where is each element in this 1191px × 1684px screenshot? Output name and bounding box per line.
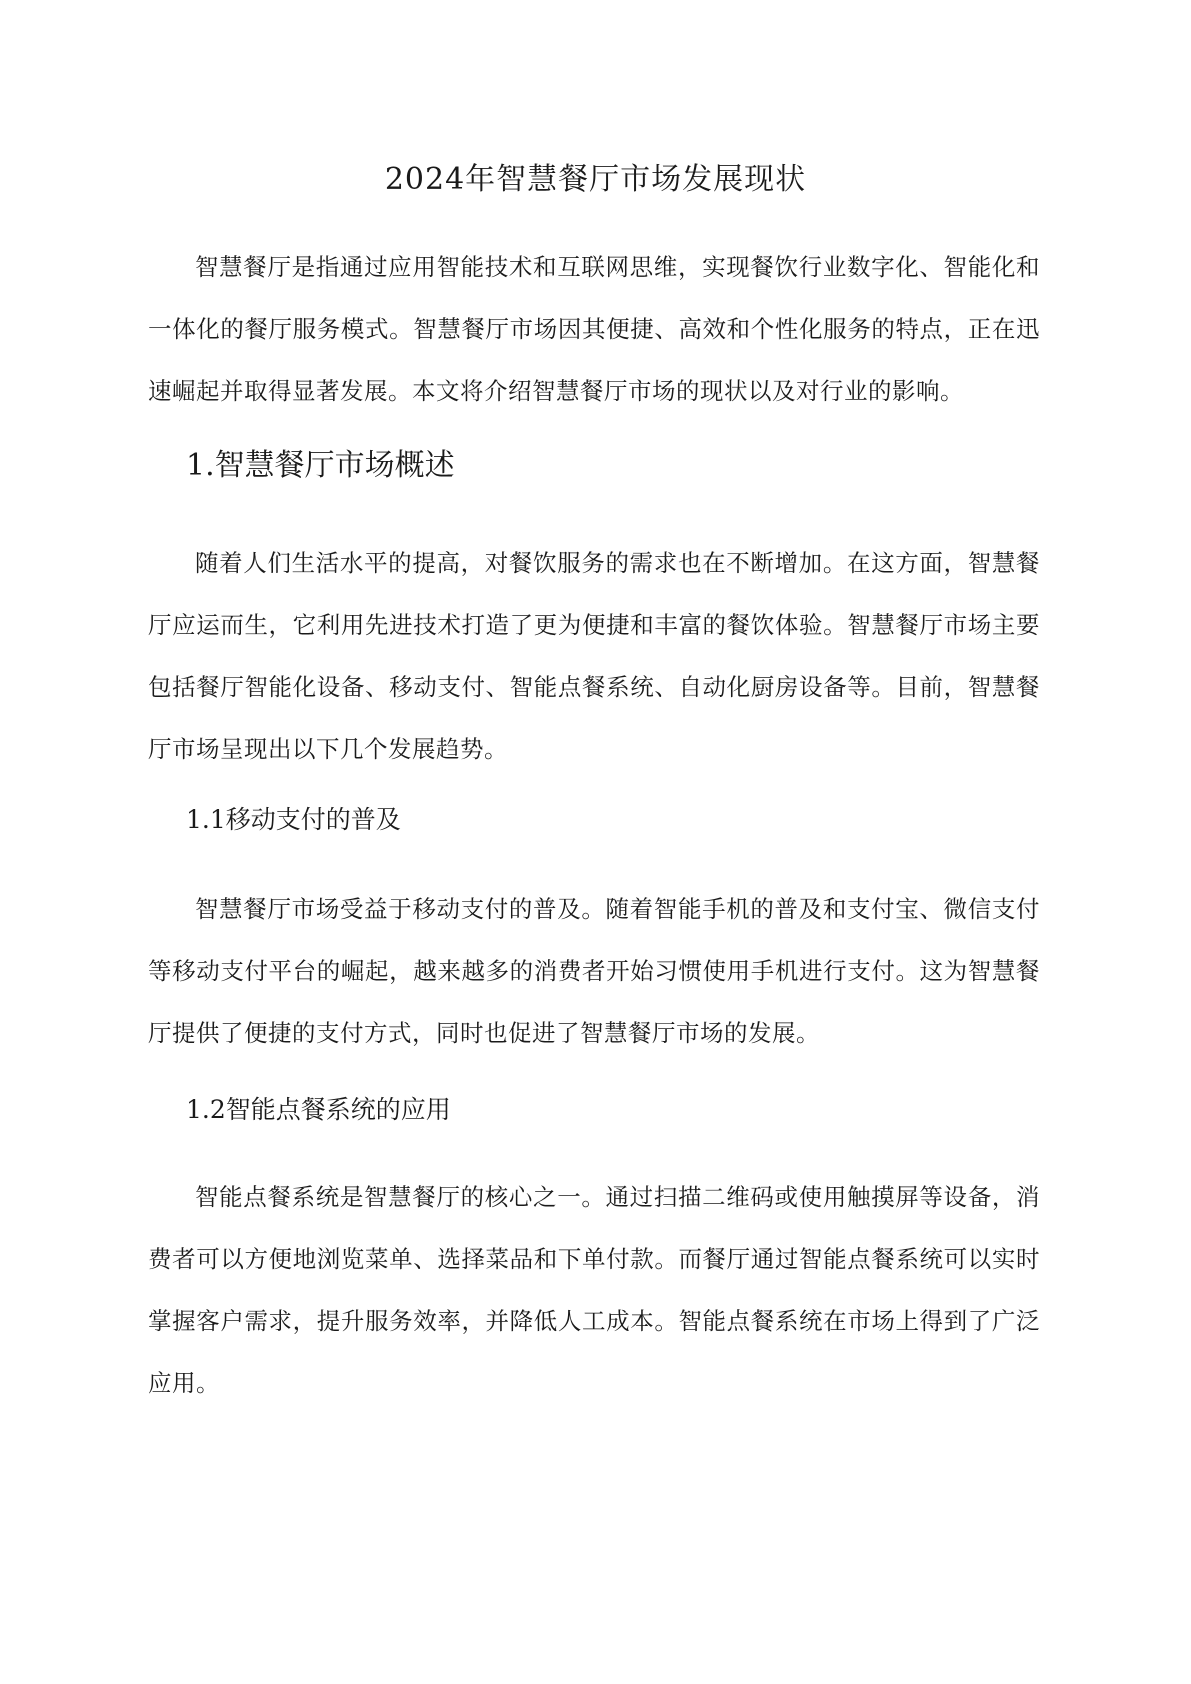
intro-paragraph: 智慧餐厅是指通过应用智能技术和互联网思维，实现餐饮行业数字化、智能化和一体化的餐厅服务模式。智慧餐厅市场因其便捷、高效和个性化服务的特点，正在迅速崛起并取得显著发展。本文将介绍智慧餐厅市场的现状以及对行业的影响。 <box>148 253 1040 405</box>
section-1-2-heading: 1.2智能点餐系统的应用 <box>186 1095 451 1124</box>
section-1-1-paragraph: 智慧餐厅市场受益于移动支付的普及。随着智能手机的普及和支付宝、微信支付等移动支付平台的崛起，越来越多的消费者开始习惯使用手机进行支付。这为智慧餐厅提供了便捷的支付方式，同时也促进了智慧餐厅市场的发展。 <box>148 895 1040 1047</box>
section-1-paragraph: 随着人们生活水平的提高，对餐饮服务的需求也在不断增加。在这方面，智慧餐厅应运而生，它利用先进技术打造了更为便捷和丰富的餐饮体验。智慧餐厅市场主要包括餐厅智能化设备、移动支付、智能点餐系统、自动化厨房设备等。目前，智慧餐厅市场呈现出以下几个发展趋势。 <box>148 549 1040 763</box>
document-title: 2024年智慧餐厅市场发展现状 <box>384 162 807 197</box>
section-1-heading: 1.智慧餐厅市场概述 <box>186 448 455 483</box>
section-1-1-heading: 1.1移动支付的普及 <box>186 805 401 834</box>
section-1-2-paragraph: 智能点餐系统是智慧餐厅的核心之一。通过扫描二维码或使用触摸屏等设备，消费者可以方便地浏览菜单、选择菜品和下单付款。而餐厅通过智能点餐系统可以实时掌握客户需求，提升服务效率，并降低人工成本。智能点餐系统在市场上得到了广泛应用。 <box>148 1183 1040 1397</box>
